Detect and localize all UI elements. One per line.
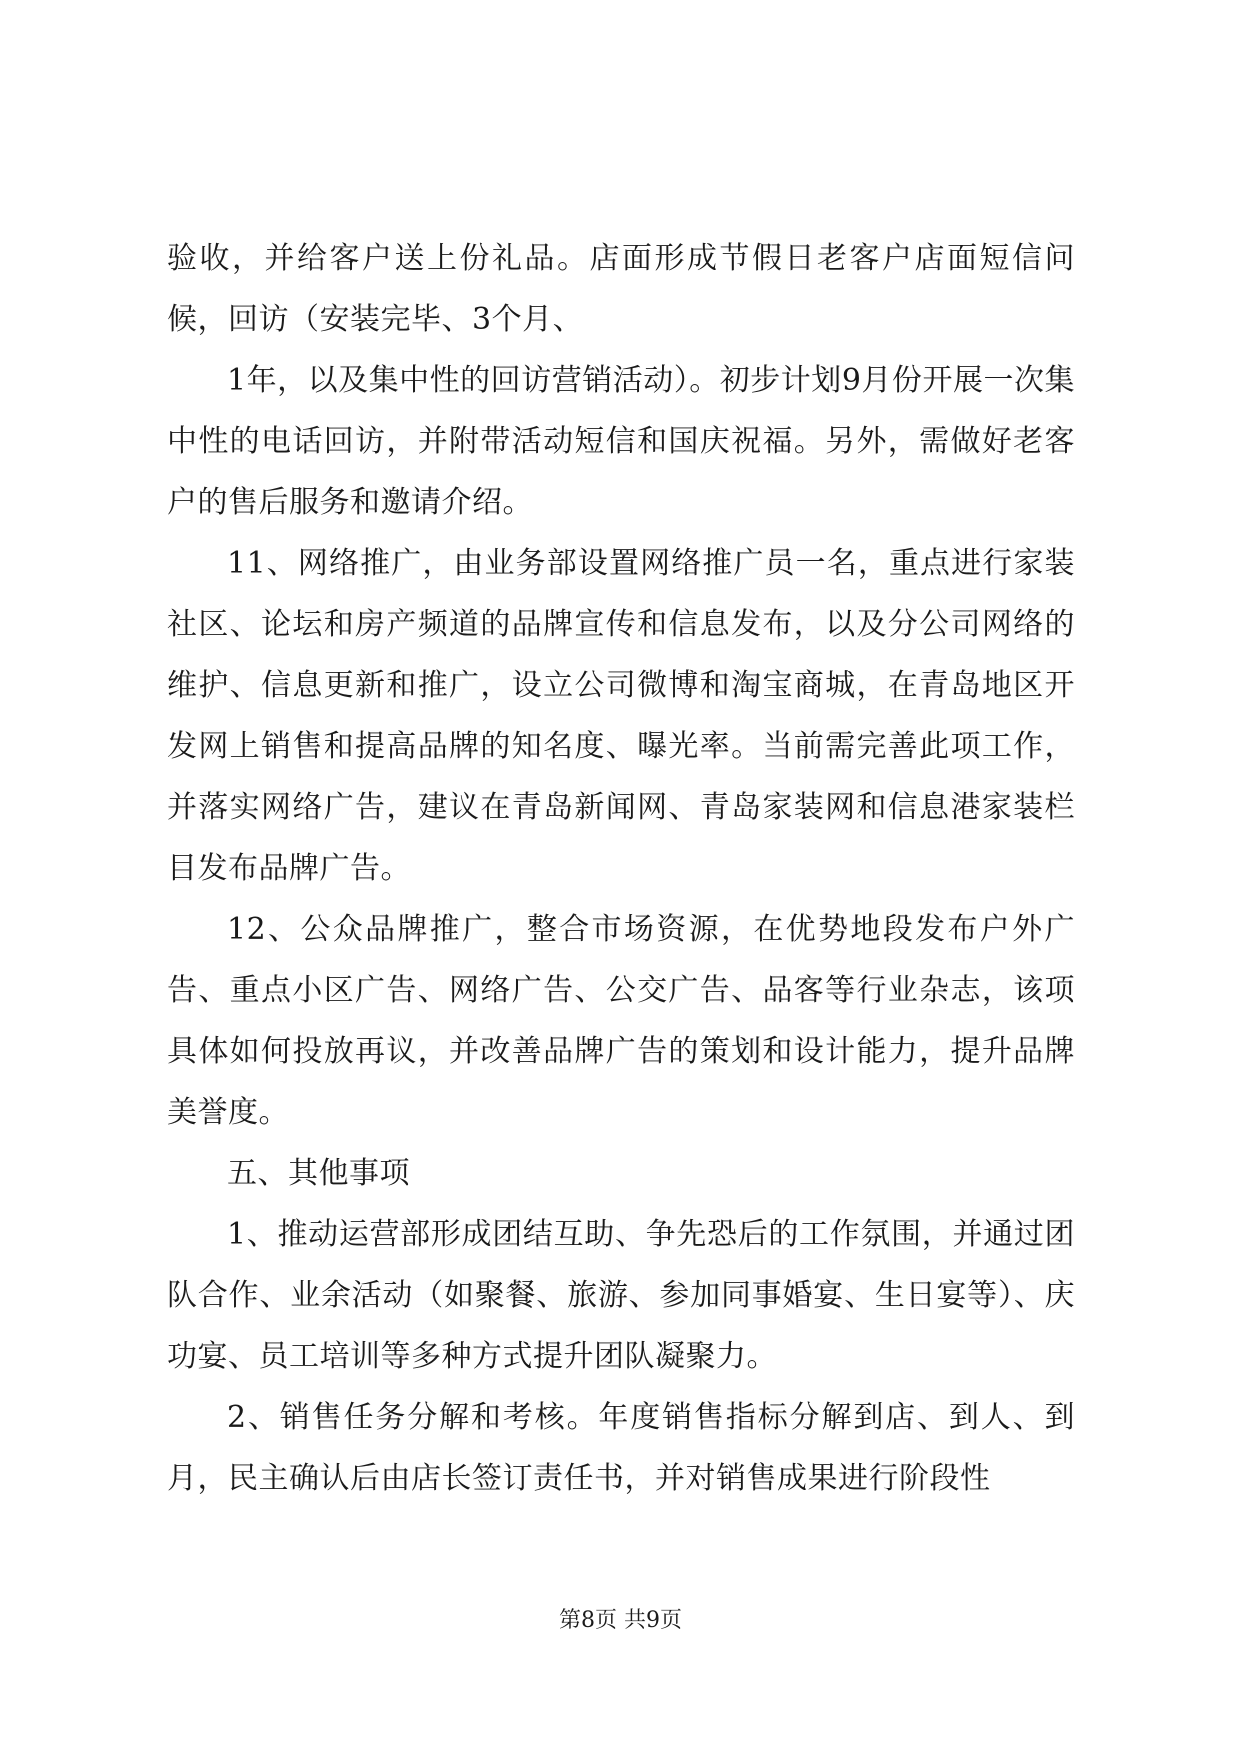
paragraph-item-1-team-cohesion: 1、推动运营部形成团结互助、争先恐后的工作氛围，并通过团队合作、业余活动（如聚餐、旅游、参加同事婚宴、生日宴等）、庆功宴、员工培训等多种方式提升团队凝聚力。 — [167, 1217, 1075, 1374]
section-heading-other-matters: 五、其他事项 — [227, 1156, 410, 1191]
paragraph-continuation: 验收，并给客户送上份礼品。店面形成节假日老客户店面短信问候，回访（安装完毕、3个月、 — [167, 241, 1075, 337]
paragraph-item-12-brand-promotion: 12、公众品牌推广，整合市场资源，在优势地段发布户外广告、重点小区广告、网络广告、公交广告、品客等行业杂志，该项具体如何投放再议，并改善品牌广告的策划和设计能力，提升品牌美誉度。 — [167, 912, 1075, 1130]
paragraph-item-11-online-promotion: 11、网络推广，由业务部设置网络推广员一名，重点进行家装社区、论坛和房产频道的品牌宣传和信息发布，以及分公司网络的维护、信息更新和推广，设立公司微博和淘宝商城，在青岛地区开发网上销售和提高品牌的知名度、曝光率。当前需完善此项工作，并落实网络广告，建议在青岛新闻网、青岛家装网和信息港家装栏目发布品牌广告。 — [167, 546, 1075, 886]
paragraph-item-2-sales-targets: 2、销售任务分解和考核。年度销售指标分解到店、到人、到月，民主确认后由店长签订责任书，并对销售成果进行阶段性 — [167, 1400, 1075, 1496]
page-number-footer: 第8页 共9页 — [559, 1608, 682, 1633]
paragraph-followup-plan: 1年，以及集中性的回访营销活动）。初步计划9月份开展一次集中性的电话回访，并附带活动短信和国庆祝福。另外，需做好老客户的售后服务和邀请介绍。 — [167, 363, 1075, 520]
document-body — [167, 228, 1075, 1509]
